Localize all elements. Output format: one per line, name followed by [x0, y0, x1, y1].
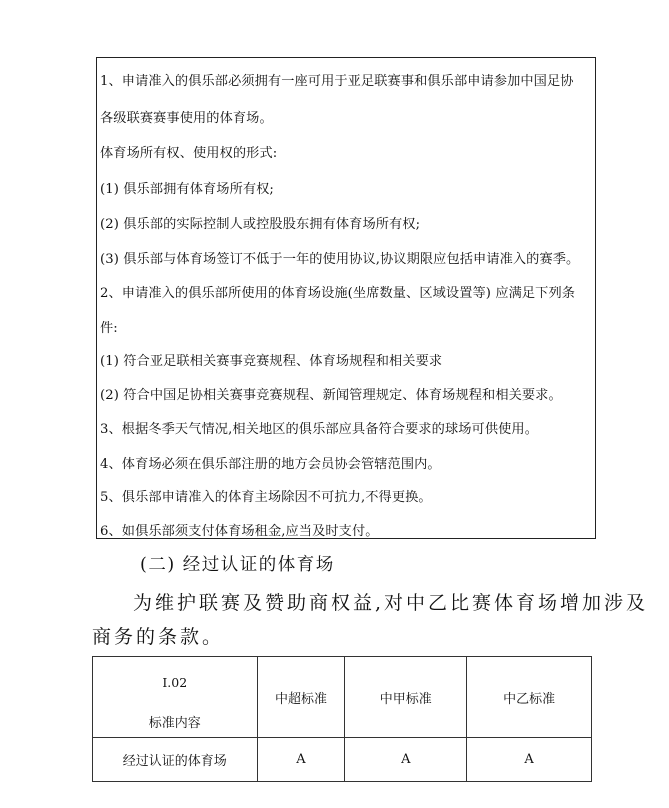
- table-header-row: [93, 657, 592, 738]
- rule-line: 1、申请准入的俱乐部必须拥有一座可用于亚足联赛事和俱乐部申请参加中国足协: [100, 74, 574, 89]
- rule-line: (2) 符合中国足协相关赛事竞赛规程、新闻管理规定、体育场规程和相关要求。: [100, 388, 562, 403]
- paragraph-line-1: 为维护联赛及赞助商权益,对中乙比赛体育场增加涉及: [133, 592, 649, 614]
- header-cell-code: [93, 657, 258, 738]
- table-row: [93, 738, 592, 782]
- content-label: 标准内容: [148, 716, 201, 731]
- rule-line: 4、体育场必须在俱乐部注册的地方会员协会管辖范围内。: [100, 457, 441, 472]
- rule-line: 各级联赛赛事使用的体育场。: [100, 111, 273, 126]
- rule-line: 5、俱乐部申请准入的体育主场除因不可抗力,不得更换。: [100, 490, 432, 505]
- row-value-league-two: A: [467, 738, 592, 782]
- rule-line: (1) 俱乐部拥有体育场所有权;: [100, 182, 274, 197]
- header-cell-league-two: 中乙标准: [467, 657, 592, 738]
- rule-line: 2、申请准入的俱乐部所使用的体育场设施(坐席数量、区域设置等) 应满足下列条: [100, 286, 576, 301]
- rule-line: 体育场所有权、使用权的形式:: [100, 146, 278, 161]
- rule-line: 件:: [100, 321, 118, 336]
- rule-line: 6、如俱乐部须支付体育场租金,应当及时支付。: [100, 524, 379, 539]
- row-value-league-one: A: [345, 738, 467, 782]
- header-cell-csl: 中超标准: [257, 657, 345, 738]
- rule-line: 3、根据冬季天气情况,相关地区的俱乐部应具备符合要求的球场可供使用。: [100, 422, 538, 437]
- header-cell-league-one: 中甲标准: [345, 657, 467, 738]
- standard-code: I.02: [162, 675, 188, 690]
- rule-line: (2) 俱乐部的实际控制人或控股股东拥有体育场所有权;: [100, 217, 421, 232]
- rule-line: (3) 俱乐部与体育场签订不低于一年的使用协议,协议期限应包括申请准入的赛季。: [100, 252, 580, 267]
- row-label: 经过认证的体育场: [93, 738, 258, 782]
- paragraph-line-2: 商务的条款。: [92, 626, 225, 648]
- standard-table: [92, 656, 592, 782]
- rule-line: (1) 符合亚足联相关赛事竞赛规程、体育场规程和相关要求: [100, 354, 443, 369]
- row-value-csl: A: [257, 738, 345, 782]
- section-heading: (二) 经过认证的体育场: [140, 555, 335, 575]
